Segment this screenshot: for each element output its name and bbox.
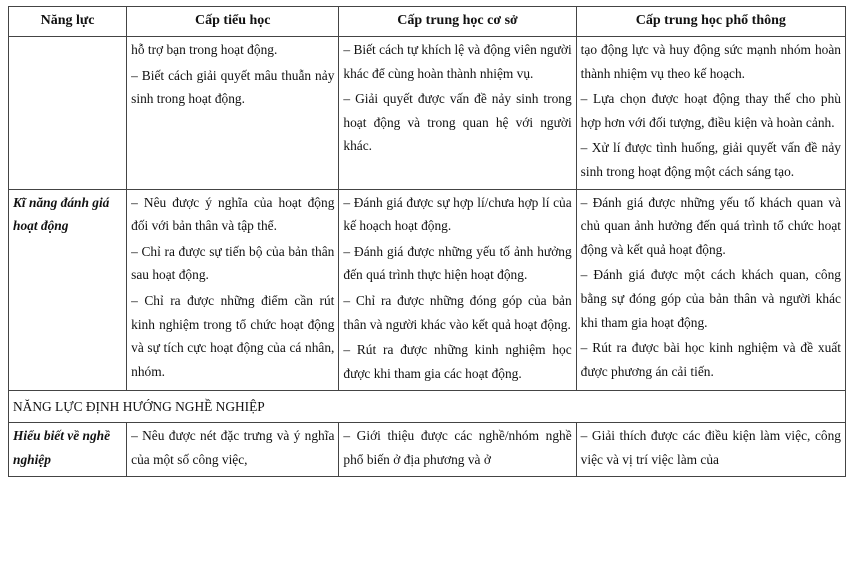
table-header-row: [9, 7, 846, 37]
list-item: – Đánh giá được sự hợp lí/chưa hợp lí của kế hoạch hoạt động.: [343, 194, 572, 234]
primary-cell: [127, 422, 339, 476]
list-item: – Nêu được ý nghĩa của hoạt động đối với bản thân và tập thể.: [131, 194, 335, 234]
list-item: – Rút ra được những kinh nghiệm học được khi tham gia các hoạt động.: [343, 342, 572, 381]
list-item: – Chỉ ra được sự tiến bộ của bản thân sau hoạt động.: [131, 243, 335, 283]
header-primary: Cấp tiểu học: [127, 7, 339, 37]
list-item: – Giải quyết được vấn đề nảy sinh trong hoạt động và trong quan hệ với người khác.: [343, 91, 572, 154]
list-item: – Đánh giá được những yếu tố khách quan và chủ quan ảnh hưởng đến quá trình tổ chức hoạt động và kết quả hoạt động.: [580, 194, 841, 257]
section-title: NĂNG LỰC ĐỊNH HƯỚNG NGHỀ NGHIỆP: [9, 391, 846, 423]
list-item: – Lựa chọn được hoạt động thay thế cho phù hợp hơn với đối tượng, điều kiện và hoàn cảnh.: [580, 91, 841, 130]
list-item: tạo động lực và huy động sức mạnh nhóm hoàn thành nhiệm vụ theo kế hoạch.: [580, 42, 841, 81]
list-item: – Giới thiệu được các nghề/nhóm nghề phổ biến ở địa phương và ở: [343, 427, 572, 467]
header-competency: Năng lực: [9, 7, 127, 37]
list-item: – Đánh giá được một cách khách quan, công bằng sự đóng góp của bản thân và người khác khi tham gia hoạt động.: [580, 267, 841, 330]
header-lower-secondary: Cấp trung học cơ sở: [339, 7, 576, 37]
primary-cell: [127, 189, 339, 391]
list-item: – Đánh giá được những yếu tố ảnh hưởng đến quá trình thực hiện hoạt động.: [343, 243, 572, 283]
competency-table: [8, 6, 846, 477]
list-item: – Biết cách tự khích lệ và động viên người khác để cùng hoàn thành nhiệm vụ.: [343, 42, 572, 81]
list-item: – Rút ra được bài học kinh nghiệm và đề xuất được phương án cải tiến.: [580, 340, 841, 379]
table-row: [9, 37, 846, 190]
list-item: – Chỉ ra được những điểm cần rút kinh nghiệm trong tổ chức hoạt động và sự tích cực hoạt động của cá nhân, nhóm.: [131, 292, 335, 379]
list-item: – Biết cách giải quyết mâu thuẫn nảy sinh trong hoạt động.: [131, 67, 335, 107]
list-item: – Nêu được nét đặc trưng và ý nghĩa của một số công việc,: [131, 427, 335, 467]
upper-secondary-cell: [576, 37, 845, 190]
lower-secondary-cell: [339, 189, 576, 391]
list-item: – Giải thích được các điều kiện làm việc, công việc và vị trí việc làm của: [580, 427, 841, 467]
lower-secondary-cell: [339, 422, 576, 476]
list-item: – Chỉ ra được những đóng góp của bản thân và người khác vào kết quả hoạt động.: [343, 292, 572, 332]
table-row: [9, 422, 846, 476]
section-row: [9, 391, 846, 423]
competency-cell: Kĩ năng đánh giá hoạt động: [9, 189, 127, 391]
lower-secondary-cell: [339, 37, 576, 190]
table-row: [9, 189, 846, 391]
primary-cell: [127, 37, 339, 190]
header-upper-secondary: Cấp trung học phổ thông: [576, 7, 845, 37]
competency-cell: Hiểu biết về nghề nghiệp: [9, 422, 127, 476]
list-item: – Xử lí được tình huống, giải quyết vấn đề nảy sinh trong hoạt động một cách sáng tạo.: [580, 140, 841, 179]
list-item: hỗ trợ bạn trong hoạt động.: [131, 42, 278, 57]
upper-secondary-cell: [576, 189, 845, 391]
competency-cell: [9, 37, 127, 190]
upper-secondary-cell: [576, 422, 845, 476]
